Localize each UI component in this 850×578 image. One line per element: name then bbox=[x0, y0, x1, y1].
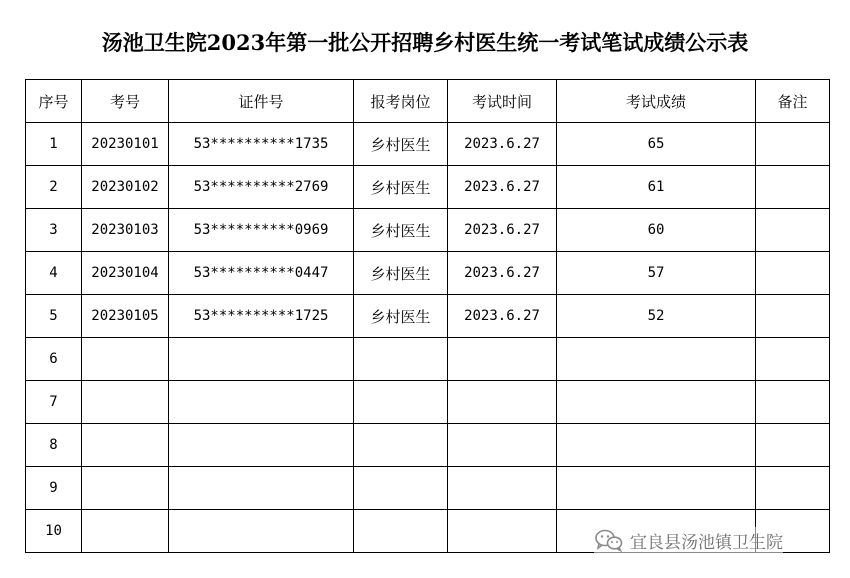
cell-index: 4 bbox=[26, 252, 82, 295]
cell-id-number bbox=[169, 381, 354, 424]
cell-id-number bbox=[169, 467, 354, 510]
cell-exam-number: 20230102 bbox=[82, 166, 169, 209]
table-body bbox=[26, 123, 830, 553]
cell-position bbox=[354, 338, 448, 381]
cell-exam-number: 20230101 bbox=[82, 123, 169, 166]
cell-exam-date bbox=[448, 467, 557, 510]
cell-index: 1 bbox=[26, 123, 82, 166]
header-exam-number: 考号 bbox=[82, 80, 169, 123]
cell-position: 乡村医生 bbox=[354, 252, 448, 295]
cell-remarks bbox=[756, 252, 830, 295]
cell-exam-number bbox=[82, 510, 169, 553]
cell-exam-date: 2023.6.27 bbox=[448, 123, 557, 166]
cell-exam-date bbox=[448, 510, 557, 553]
cell-remarks bbox=[756, 381, 830, 424]
table-header-row bbox=[26, 80, 830, 123]
cell-id-number bbox=[169, 510, 354, 553]
cell-exam-date: 2023.6.27 bbox=[448, 209, 557, 252]
cell-remarks bbox=[756, 295, 830, 338]
cell-index: 6 bbox=[26, 338, 82, 381]
cell-position: 乡村医生 bbox=[354, 209, 448, 252]
page-title: 汤池卫生院2023年第一批公开招聘乡村医生统一考试笔试成绩公示表 bbox=[101, 30, 749, 55]
cell-remarks bbox=[756, 166, 830, 209]
table-row bbox=[26, 209, 830, 252]
cell-index: 7 bbox=[26, 381, 82, 424]
cell-index: 10 bbox=[26, 510, 82, 553]
cell-exam-date: 2023.6.27 bbox=[448, 252, 557, 295]
table-row bbox=[26, 166, 830, 209]
table-row bbox=[26, 123, 830, 166]
score-table bbox=[25, 79, 830, 553]
cell-position bbox=[354, 467, 448, 510]
wechat-icon bbox=[594, 528, 624, 552]
cell-exam-date: 2023.6.27 bbox=[448, 166, 557, 209]
cell-position bbox=[354, 381, 448, 424]
header-exam-date: 考试时间 bbox=[448, 80, 557, 123]
cell-exam-number bbox=[82, 381, 169, 424]
cell-score: 60 bbox=[557, 209, 756, 252]
cell-score bbox=[557, 424, 756, 467]
table-row bbox=[26, 338, 830, 381]
cell-position bbox=[354, 510, 448, 553]
cell-id-number: 53**********2769 bbox=[169, 166, 354, 209]
cell-exam-date: 2023.6.27 bbox=[448, 295, 557, 338]
cell-index: 3 bbox=[26, 209, 82, 252]
cell-id-number bbox=[169, 424, 354, 467]
cell-score: 52 bbox=[557, 295, 756, 338]
watermark bbox=[594, 527, 783, 553]
header-score: 考试成绩 bbox=[557, 80, 756, 123]
cell-id-number: 53**********0447 bbox=[169, 252, 354, 295]
cell-score: 61 bbox=[557, 166, 756, 209]
cell-position: 乡村医生 bbox=[354, 166, 448, 209]
cell-score: 65 bbox=[557, 123, 756, 166]
cell-id-number: 53**********1735 bbox=[169, 123, 354, 166]
cell-remarks bbox=[756, 338, 830, 381]
cell-position: 乡村医生 bbox=[354, 123, 448, 166]
cell-exam-number bbox=[82, 424, 169, 467]
watermark-text: 宜良县汤池镇卫生院 bbox=[630, 532, 783, 553]
cell-index: 8 bbox=[26, 424, 82, 467]
table-row bbox=[26, 467, 830, 510]
table-row bbox=[26, 381, 830, 424]
cell-score bbox=[557, 381, 756, 424]
table-row bbox=[26, 424, 830, 467]
cell-score bbox=[557, 467, 756, 510]
cell-exam-number: 20230103 bbox=[82, 209, 169, 252]
cell-index: 9 bbox=[26, 467, 82, 510]
cell-exam-date bbox=[448, 424, 557, 467]
cell-id-number bbox=[169, 338, 354, 381]
cell-id-number: 53**********1725 bbox=[169, 295, 354, 338]
cell-exam-number bbox=[82, 467, 169, 510]
cell-remarks bbox=[756, 123, 830, 166]
table-row bbox=[26, 295, 830, 338]
header-index: 序号 bbox=[26, 80, 82, 123]
cell-index: 2 bbox=[26, 166, 82, 209]
cell-position: 乡村医生 bbox=[354, 295, 448, 338]
cell-id-number: 53**********0969 bbox=[169, 209, 354, 252]
header-position: 报考岗位 bbox=[354, 80, 448, 123]
header-id-number: 证件号 bbox=[169, 80, 354, 123]
cell-position bbox=[354, 424, 448, 467]
header-remarks: 备注 bbox=[756, 80, 830, 123]
cell-score: 57 bbox=[557, 252, 756, 295]
cell-exam-number: 20230105 bbox=[82, 295, 169, 338]
cell-remarks bbox=[756, 467, 830, 510]
cell-index: 5 bbox=[26, 295, 82, 338]
cell-exam-number: 20230104 bbox=[82, 252, 169, 295]
cell-remarks bbox=[756, 424, 830, 467]
cell-exam-date bbox=[448, 381, 557, 424]
cell-score bbox=[557, 338, 756, 381]
table-row bbox=[26, 252, 830, 295]
cell-exam-number bbox=[82, 338, 169, 381]
cell-exam-date bbox=[448, 338, 557, 381]
cell-remarks bbox=[756, 209, 830, 252]
